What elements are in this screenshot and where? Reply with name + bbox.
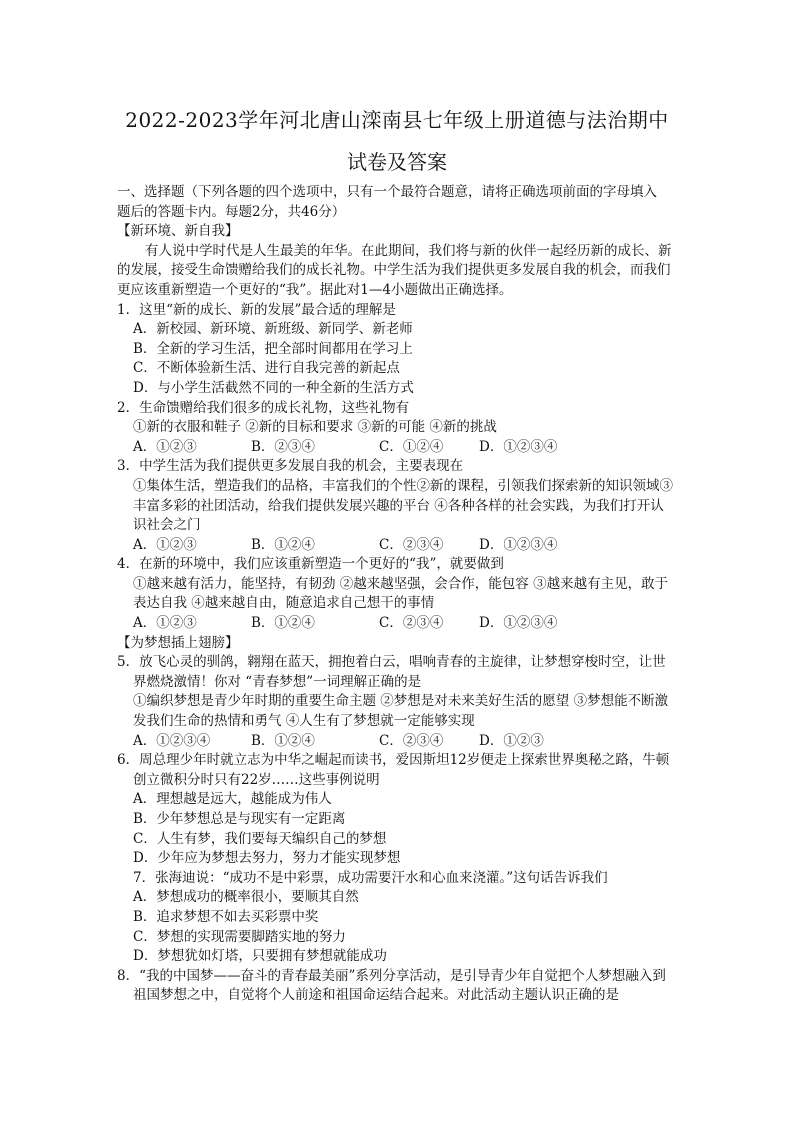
option-a: A．梦想成功的概率很小，要顺其自然 [133, 889, 359, 906]
question-stem: 2．生命馈赠给我们很多的成长礼物，这些礼物有 [117, 399, 410, 416]
option-b: B．②③④ [251, 438, 315, 455]
option-c: C．②③④ [379, 615, 444, 632]
option-c: C．梦想的实现需要脚踏实地的努力 [133, 928, 346, 945]
question-stem: 6．周总理少年时就立志为中华之崛起而读书，爱因斯坦12岁便走上探索世界奥秘之路，牛顿创立微积分时只有22岁……这些事例说明 [117, 752, 670, 788]
exam-title-line1: 2022-2023学年河北唐山滦南县七年级上册道德与法治期中 [125, 108, 669, 132]
options-row [117, 536, 677, 556]
passage: 有人说中学时代是人生最美的年华。在此期间，我们将与新的伙伴一起经历新的成长、新的发展，接受生命馈赠给我们的成长礼物。中学生活为我们提供更多发展自我的机会，而我们更应该重新塑造一个更好的“我”。据此对1—4小题做出正确选择。 [117, 242, 672, 298]
option-b: B．少年梦想总是与现实有一定距离 [133, 811, 346, 827]
option-a: A．理想越是远大，越能成为伟人 [133, 791, 332, 808]
option-b: B．①②④ [251, 536, 315, 553]
option-a: A．①②③④ [133, 732, 211, 749]
option-b: B．①②④ [251, 615, 315, 632]
option-d: D．①②③④ [479, 438, 558, 455]
option-d: D．①②③④ [479, 536, 558, 553]
options-row [117, 732, 677, 752]
option-c: C．①②④ [379, 438, 444, 455]
group-label: 【为梦想插上翅膀】 [117, 634, 239, 651]
question-stem: 8．“我的中国梦——奋斗的青春最美丽”系列分享活动，是引导青少年自觉把个人梦想融入到祖国梦想之中，自觉将个人前途和祖国命运结合起来。对此活动主题认识正确的是 [117, 967, 666, 1004]
option-d: D．少年应为梦想去努力，努力才能实现梦想 [133, 850, 401, 867]
option-b: B．全新的学习生活，把全部时间都用在学习上 [133, 340, 413, 357]
option-c: C．人生有梦，我们要每天编织自己的梦想 [133, 830, 387, 847]
options-row [117, 614, 677, 634]
option-a: A．①②③ [133, 438, 197, 455]
exam-title-line2: 试卷及答案 [347, 150, 447, 174]
exam-body [117, 183, 677, 1006]
section-heading: 一、选择题（下列各题的四个选项中，只有一个最符合题意，请将正确选项前面的字母填入 [117, 184, 657, 200]
option-a: A．①②③ [133, 536, 197, 553]
question-stem: 4．在新的环境中，我们应该重新塑造一个更好的“我”，就要做到 [117, 556, 504, 573]
option-b: B．追求梦想不如去买彩票中奖 [133, 908, 319, 925]
question-items: ①越来越有活力，能坚持，有韧劲 ②越来越坚强，会合作，能包容 ③越来越有主见，敢于表达自我 ④越来越自由，随意追求自己想干的事情 [133, 575, 669, 612]
question-items: ①集体生活，塑造我们的品格，丰富我们的个性②新的课程，引领我们探索新的知识领域③丰富多彩的社团活动，给我们提供发展兴趣的平台 ④各种各样的社会实践，为我们打开认识社会之门 [133, 477, 673, 534]
option-d: D．与小学生活截然不同的一种全新的生活方式 [133, 379, 414, 396]
option-c: C．②③④ [379, 732, 444, 749]
group-label: 【新环境、新自我】 [117, 223, 239, 240]
option-d: D．梦想犹如灯塔，只要拥有梦想就能成功 [133, 948, 387, 965]
question-items: ①编织梦想是青少年时期的重要生命主题 ②梦想是对未来美好生活的愿望 ③梦想能不断激发我们生命的热情和勇气 ④人生有了梦想就一定能够实现 [133, 693, 669, 730]
question-stem: 7．张海迪说：“成功不是中彩票，成功需要汗水和心血来浇灌。”这句话告诉我们 [133, 869, 608, 886]
options-row [117, 438, 677, 458]
option-b: B．①②④ [251, 732, 315, 749]
option-d: D．①②③④ [479, 615, 558, 632]
option-a: A．新校园、新环境、新班级、新同学、新老师 [133, 321, 413, 338]
option-a: A．①②③ [133, 615, 197, 632]
option-c: C．②③④ [379, 536, 444, 553]
section-heading-cont: 题后的答题卡内。每题2分，共46分） [117, 203, 346, 220]
question-stem: 1．这里“新的成长、新的发展”最合适的理解是 [117, 301, 396, 318]
question-items: ①新的衣服和鞋子 ②新的目标和要求 ③新的可能 ④新的挑战 [133, 419, 497, 436]
option-c: C．不断体验新生活、进行自我完善的新起点 [133, 360, 400, 377]
question-stem: 3．中学生活为我们提供更多发展自我的机会，主要表现在 [117, 458, 464, 475]
option-d: D．①②③ [479, 732, 544, 749]
question-stem: 5．放飞心灵的驯鸽，翱翔在蓝天，拥抱着白云，唱响青春的主旋律，让梦想穿梭时空，让世界燃烧激情！你对 “青春梦想”一词理解正确的是 [117, 654, 666, 690]
